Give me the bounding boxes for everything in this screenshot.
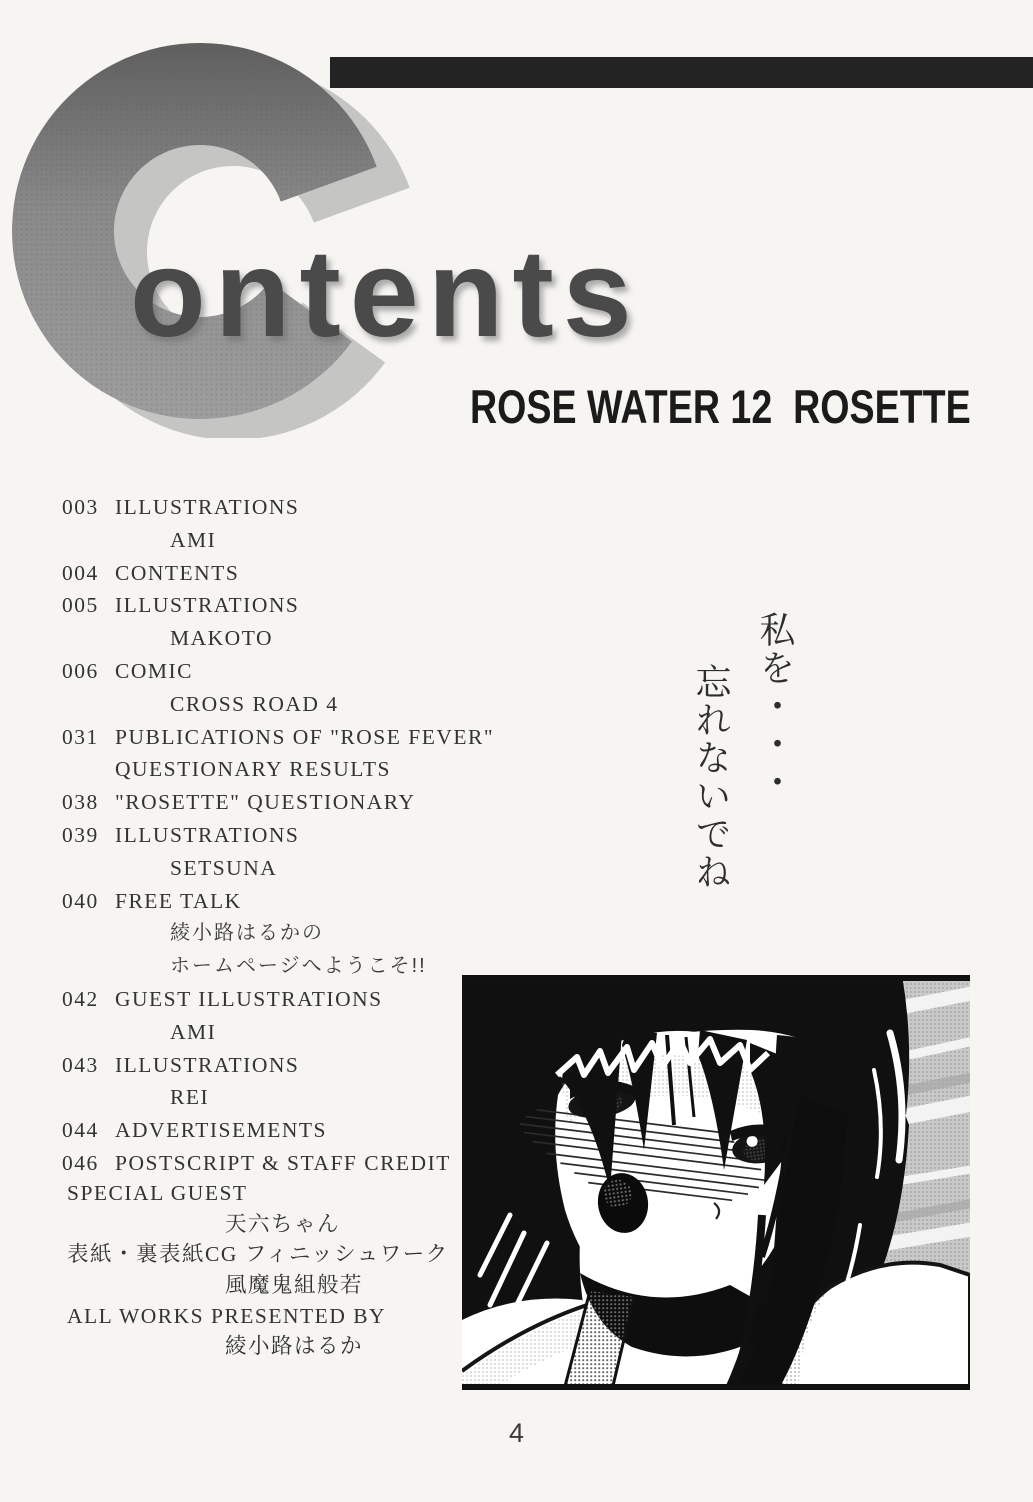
toc-entry-title: CONTENTS xyxy=(115,560,240,585)
credit-value: 風魔鬼組般若 xyxy=(225,1273,364,1298)
toc-entry-number: 039 xyxy=(62,822,99,847)
toc-entry-005 xyxy=(62,590,532,623)
toc-entry-title: POSTSCRIPT & STAFF CREDIT xyxy=(115,1150,451,1175)
toc-entry-number: 003 xyxy=(62,495,99,519)
toc-entry-number: 043 xyxy=(62,1052,99,1077)
toc-entry-title: COMIC xyxy=(115,658,193,683)
toc-entry-subtitle: AMI xyxy=(170,1019,217,1044)
toc-entry-title: GUEST ILLUSTRATIONS xyxy=(115,986,383,1011)
credit-value: 綾小路はるか xyxy=(225,1334,364,1359)
toc-entry-title: ADVERTISEMENTS xyxy=(115,1118,328,1143)
toc-entry-continuation: QUESTIONARY RESULTS xyxy=(115,757,391,782)
toc-entry-subtitle: 綾小路はるかの xyxy=(170,922,324,945)
toc-entry-title: ILLUSTRATIONS xyxy=(115,1052,300,1077)
toc-entry-040 xyxy=(62,886,532,919)
toc-entry-number: 005 xyxy=(62,593,99,618)
credit-label: ALL WORKS PRESENTED BY xyxy=(67,1303,387,1328)
toc-entry-subtitle: CROSS ROAD 4 xyxy=(170,691,339,716)
toc-entry-031 xyxy=(62,722,532,755)
toc-entry-038 xyxy=(62,787,532,820)
toc-entry-title: FREE TALK xyxy=(115,888,242,913)
credit-label: 表紙・裏表紙CG フィニッシュワーク xyxy=(67,1242,449,1267)
toc-entry-subtitle: AMI xyxy=(170,527,217,552)
toc-entry-number: 044 xyxy=(62,1118,99,1143)
toc-entry-number: 004 xyxy=(62,560,99,585)
toc-entry-006 xyxy=(62,656,532,689)
toc-entry-003 xyxy=(62,492,532,525)
toc-entry-title: ILLUSTRATIONS xyxy=(115,593,300,618)
toc-entry-number: 046 xyxy=(62,1150,99,1175)
toc-entry-039 xyxy=(62,820,532,853)
logo-word: ontents xyxy=(130,225,641,363)
toc-entry-title: "ROSETTE" QUESTIONARY xyxy=(115,790,416,815)
page-title: ROSE WATER 12 ROSETTE xyxy=(470,380,971,433)
credit-value: 天六ちゃん xyxy=(225,1211,341,1236)
credits-block xyxy=(67,1179,527,1363)
vertical-note-line1: 私を・・・ xyxy=(755,611,795,801)
toc-entry-subtitle: SETSUNA xyxy=(170,855,278,880)
contents-illustration xyxy=(462,975,970,1390)
toc-entry-title: PUBLICATIONS OF "ROSE FEVER" xyxy=(115,724,495,749)
toc-entry-title: ILLUSTRATIONS xyxy=(115,822,300,847)
toc-entry-subtitle: MAKOTO xyxy=(170,626,273,651)
toc-entry-number: 031 xyxy=(62,724,99,749)
vertical-note-line2: 忘れないでね xyxy=(691,663,731,891)
toc-entry-number: 006 xyxy=(62,658,99,683)
toc-entry-subtitle: REI xyxy=(170,1085,210,1110)
toc-entry-title: ILLUSTRATIONS xyxy=(115,495,300,519)
credit-label: SPECIAL GUEST xyxy=(67,1181,248,1205)
toc-entry-004 xyxy=(62,558,532,591)
toc-entry-number: 040 xyxy=(62,888,99,913)
toc-entry-number: 038 xyxy=(62,790,99,815)
toc-entry-subtitle: ホームページへようこそ!! xyxy=(170,955,427,978)
page-number: 4 xyxy=(508,1418,525,1448)
toc-entry-number: 042 xyxy=(62,986,99,1011)
